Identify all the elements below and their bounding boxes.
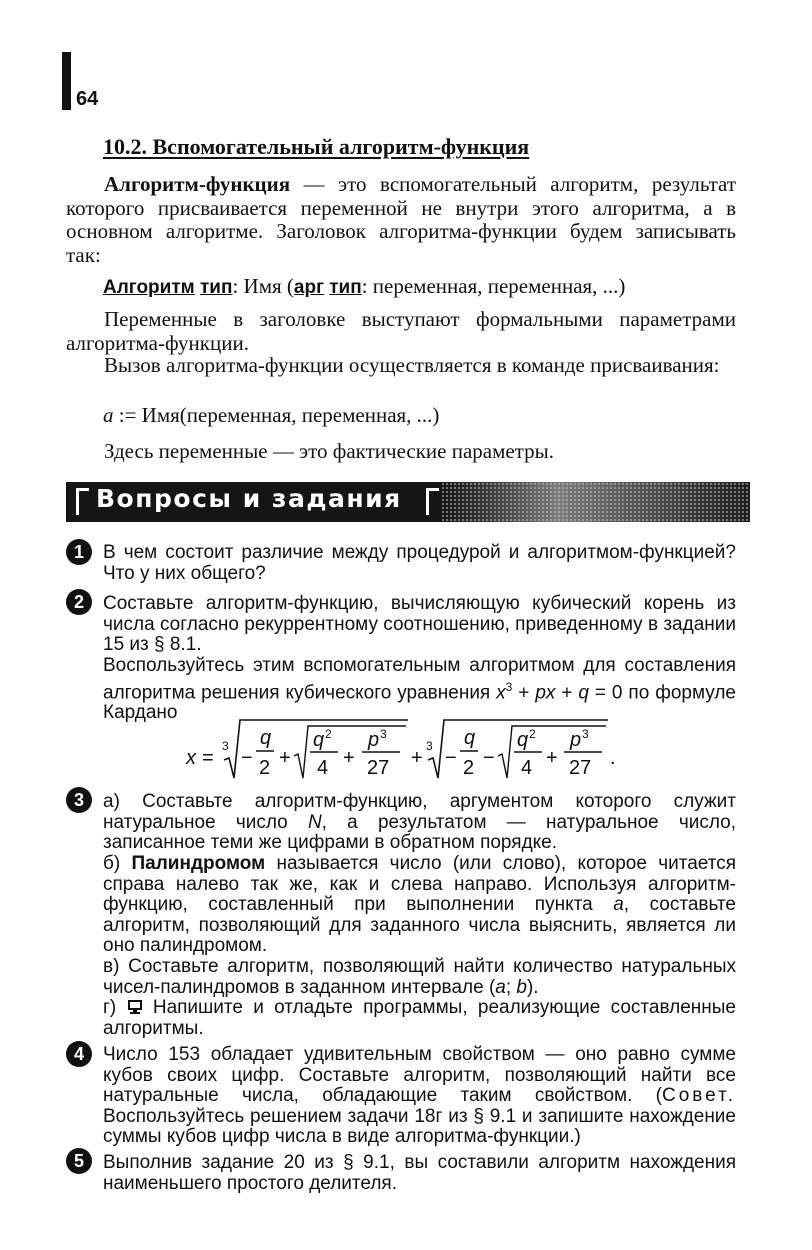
question-2-text: Составьте алгоритм-функцию, вычисляющую кубический корень из числа согласно рекуррентному соотношению, приведенному в задании 15 из § 8.1. bbox=[103, 593, 736, 655]
q3d-pre: г) bbox=[103, 997, 117, 1018]
kw-algorithm: Алгоритм bbox=[103, 277, 195, 298]
formula-root-index: 3 bbox=[426, 739, 433, 753]
formula-plus: + bbox=[411, 747, 423, 769]
formula-q2: q bbox=[517, 729, 529, 751]
banner-corner-left bbox=[76, 488, 89, 515]
q2-text-b: по формуле Кардано bbox=[103, 681, 736, 724]
kw-type: тип bbox=[199, 277, 233, 298]
question-number-badge: 3 bbox=[66, 787, 92, 813]
eq-x: x bbox=[496, 681, 506, 703]
eq-plus: + bbox=[512, 681, 536, 703]
formula-cube: 3 bbox=[380, 727, 387, 741]
q3b-pre: б) bbox=[103, 853, 132, 874]
question-4-text bbox=[103, 1045, 736, 1148]
banner-corner-right bbox=[426, 488, 439, 515]
formula-square: 2 bbox=[325, 727, 332, 741]
q3a-var: N bbox=[307, 811, 322, 833]
kw-arg: арг bbox=[293, 277, 324, 298]
header-name-part: : Имя ( bbox=[232, 274, 294, 298]
formula-q: q bbox=[464, 727, 476, 749]
formula-plus: + bbox=[546, 747, 558, 769]
question-number-badge: 5 bbox=[66, 1148, 92, 1174]
q4-text-a: Число 153 обладает удивительным свойством — оно равно сумме кубов своих цифр. Составьте алгоритм, позволяющий найти все натуральные числа, обладающие таким свойством. ( bbox=[103, 1044, 736, 1106]
formula-four: 4 bbox=[521, 757, 533, 779]
formula-minus: − bbox=[483, 747, 495, 769]
question-3c-text bbox=[103, 957, 736, 998]
q3d-text: Напишите и отладьте программы, реализующие составленные алгоритмы. bbox=[103, 997, 736, 1039]
q3a-pre: а) Составьте алгоритм-функцию, аргументом которого служит натуральное число bbox=[103, 791, 736, 833]
header-syntax bbox=[103, 274, 625, 299]
formula-two: 2 bbox=[463, 757, 475, 779]
params-note: Переменные в заголовке выступают формальными параметрами алгоритма-функции. bbox=[66, 307, 736, 355]
q3c-sep: ; bbox=[505, 976, 517, 998]
formula-plus: + bbox=[343, 747, 355, 769]
q3c-post: ). bbox=[526, 976, 539, 998]
intro-term: Алгоритм-функция bbox=[104, 172, 291, 196]
question-3a-text bbox=[103, 792, 736, 854]
eq-equals-zero: = 0 bbox=[588, 681, 623, 703]
eq-q: q bbox=[578, 681, 589, 703]
computer-monitor-icon bbox=[127, 999, 143, 1015]
intro-definition: — это вспомогательный алгоритм, результат которого присваивается переменной не внутри этого алгоритма, а в основном алгоритме. Заголовок алгоритма-функции будем записывать так: bbox=[66, 172, 736, 267]
formula-four: 4 bbox=[317, 757, 329, 779]
question-5-text: Выполнив задание 20 из § 9.1, вы составили алгоритм нахождения наименьшего простого делителя. bbox=[103, 1152, 736, 1194]
formula-twentyseven: 27 bbox=[569, 757, 592, 779]
formula-two: 2 bbox=[259, 757, 271, 779]
q4-sovet: Совет. bbox=[662, 1085, 736, 1106]
call-note: Вызов алгоритма-функции осуществляется в команде присваивания: bbox=[104, 353, 720, 377]
question-number-badge: 2 bbox=[66, 589, 92, 615]
q3b-term: Палиндромом bbox=[131, 853, 266, 874]
q3b-ref: а bbox=[613, 894, 624, 915]
question-1-text: В чем состоит различие между процедурой и алгоритмом-функцией? Что у них общего? bbox=[103, 542, 736, 584]
q3b-post2: , составьте алгоритм, позволяющий для заданного числа выяснить, является ли оно палиндромом. bbox=[103, 894, 736, 956]
banner-halftone bbox=[441, 482, 750, 522]
banner-title: Вопросы и задания bbox=[96, 484, 402, 513]
call-syntax bbox=[103, 403, 439, 428]
q3b-post: называется число (или слово), которое читается справа налево так же, как и слева направо. Используя алгоритм-функцию, составленный при выполнении пункта bbox=[103, 853, 736, 915]
kw-type-2: тип bbox=[329, 277, 362, 298]
question-3d-text bbox=[103, 998, 736, 1039]
formula-plus: + bbox=[279, 747, 291, 769]
formula-cube: 3 bbox=[582, 727, 589, 741]
section-title: 10.2. Вспомогательный алгоритм-функция bbox=[103, 134, 530, 159]
formula-equals: = bbox=[202, 747, 214, 769]
call-var: a bbox=[103, 403, 114, 427]
formula-q: q bbox=[260, 727, 272, 749]
question-3b-text bbox=[103, 854, 736, 957]
intro-paragraph bbox=[66, 173, 736, 267]
page-marker-bar bbox=[62, 52, 71, 110]
question-number-badge: 1 bbox=[66, 539, 92, 565]
q3c-pre: в) Составьте алгоритм, позволяющий найти количество натуральных чисел-палиндромов в заданном интервале ( bbox=[103, 956, 736, 998]
eq-power: 3 bbox=[505, 679, 513, 694]
formula-minus: − bbox=[241, 747, 253, 769]
q4-text-b: Воспользуйтесь решением задачи 18г из § 9.1 и запишите нахождение суммы кубов цифр числа в виде алгоритма-функции.) bbox=[103, 1105, 736, 1147]
question-number-badge: 4 bbox=[66, 1041, 92, 1067]
formula-root-index: 3 bbox=[222, 739, 229, 753]
q2-text-a: Воспользуйтесь этим вспомогательным алгоритмом для составления алгоритма решения кубического уравнения bbox=[103, 655, 736, 703]
q3c-b: b bbox=[516, 976, 527, 998]
q3a-post: , а результатом — натуральное число, записанное теми же цифрами в обратном порядке. bbox=[103, 811, 736, 853]
page-number: 64 bbox=[76, 88, 99, 110]
formula-p3: p bbox=[368, 729, 380, 751]
formula-q2: q bbox=[313, 729, 325, 751]
formula-lhs: x bbox=[186, 747, 196, 769]
eq-px: px bbox=[535, 681, 556, 703]
questions-banner bbox=[66, 482, 750, 522]
call-rest: := Имя(переменная, переменная, ...) bbox=[113, 403, 440, 427]
formula-minus: − bbox=[445, 747, 457, 769]
formula-dot: . bbox=[610, 747, 616, 769]
formula-square: 2 bbox=[529, 727, 536, 741]
actual-params-note: Здесь переменные — это фактические параметры. bbox=[104, 439, 555, 463]
eq-plus-2: + bbox=[555, 681, 579, 703]
q3c-a: a bbox=[495, 976, 506, 998]
formula-p3: p bbox=[570, 729, 582, 751]
header-params-part: : переменная, переменная, ...) bbox=[361, 274, 626, 298]
formula-twentyseven: 27 bbox=[367, 757, 390, 779]
cardano-formula bbox=[180, 716, 620, 786]
question-2-text-cont bbox=[103, 656, 736, 724]
